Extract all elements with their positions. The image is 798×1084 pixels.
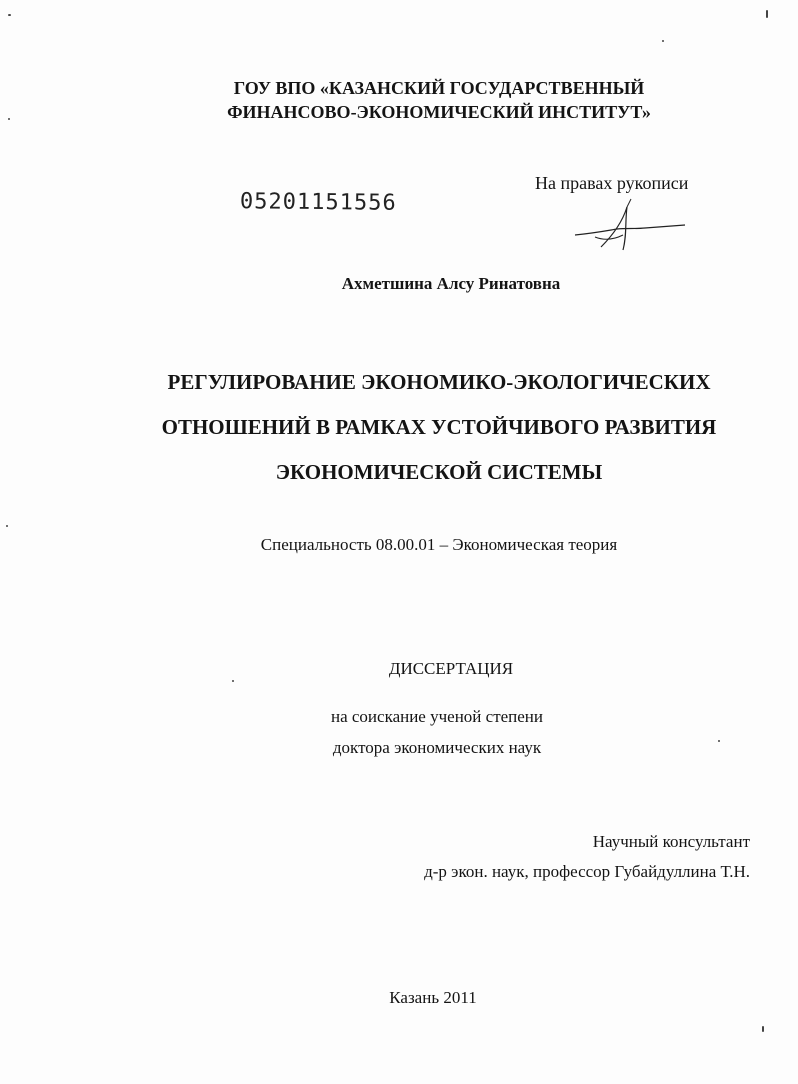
- degree-line-1: на соискание ученой степени: [330, 707, 544, 726]
- document-type-label: ДИССЕРТАЦИЯ: [388, 659, 514, 678]
- handwritten-signature: [565, 195, 690, 255]
- scan-speck: [718, 740, 720, 742]
- scan-speck: [762, 1026, 764, 1032]
- dissertation-title-line-1: РЕГУЛИРОВАНИЕ ЭКОНОМИКО-ЭКОЛОГИЧЕСКИХ: [167, 370, 711, 394]
- consultant-name: д-р экон. наук, профессор Губайдуллина Т.Н.: [424, 862, 750, 881]
- archive-stamp-number: 05201151556: [239, 189, 397, 216]
- author-name: Ахметшина Алсу Ринатовна: [341, 274, 561, 293]
- degree-line-2: доктора экономических наук: [332, 738, 542, 757]
- institution-name-line-2: ФИНАНСОВО-ЭКОНОМИЧЕСКИЙ ИНСТИТУТ»: [227, 102, 651, 122]
- scan-speck: [662, 40, 664, 42]
- institution-name-line-1: ГОУ ВПО «КАЗАНСКИЙ ГОСУДАРСТВЕННЫЙ: [233, 78, 645, 98]
- scan-speck: [6, 525, 8, 527]
- dissertation-title-line-2: ОТНОШЕНИЙ В РАМКАХ УСТОЙЧИВОГО РАЗВИТИЯ: [161, 415, 717, 439]
- scan-speck: [8, 118, 10, 120]
- manuscript-rights-note: На правах рукописи: [535, 173, 689, 193]
- city-year: Казань 2011: [389, 988, 477, 1007]
- scan-speck: [232, 680, 234, 682]
- dissertation-title-line-3: ЭКОНОМИЧЕСКОЙ СИСТЕМЫ: [275, 460, 603, 484]
- specialty-line: Специальность 08.00.01 – Экономическая теория: [260, 535, 618, 554]
- scan-speck: [8, 14, 11, 16]
- scan-speck: [766, 10, 768, 18]
- consultant-label: Научный консультант: [592, 832, 750, 851]
